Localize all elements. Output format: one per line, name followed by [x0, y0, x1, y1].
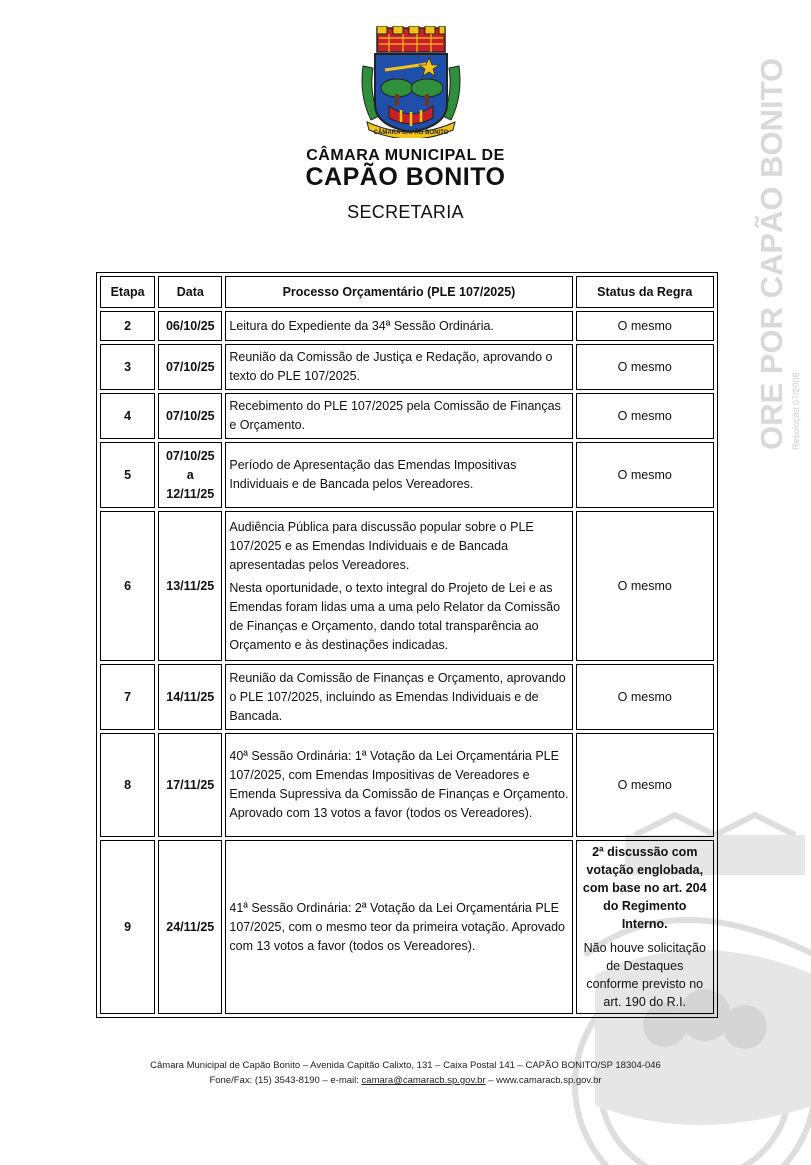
- processo-paragraph: Audiência Pública para discussão popular sobre o PLE 107/2025 e as Emendas Individuais e de Bancada apresentadas pelos Vereadores.: [229, 519, 534, 572]
- cell-status: O mesmo: [576, 393, 714, 439]
- cell-data-range: [158, 442, 222, 508]
- table-row: [100, 511, 714, 661]
- cell-status: O mesmo: [576, 511, 714, 661]
- cell-processo: Reunião da Comissão de Justiça e Redação, aprovando o texto do PLE 107/2025.: [225, 344, 572, 390]
- vertical-watermark-text: ORE POR CAPÃO BONITO: [754, 57, 789, 450]
- footer-separator: –: [485, 1075, 497, 1086]
- header-data: Data: [158, 276, 222, 308]
- table-row: [100, 311, 714, 341]
- cell-processo: Reunião da Comissão de Finanças e Orçamento, aprovando o PLE 107/2025, incluindo as Emendas Individuais e de Bancada.: [225, 664, 572, 730]
- table-row: [100, 442, 714, 508]
- header-department: SECRETARIA: [347, 202, 464, 222]
- header-processo: Processo Orçamentário (PLE 107/2025): [225, 276, 572, 308]
- cell-status: O mesmo: [576, 733, 714, 837]
- table-row: [100, 344, 714, 390]
- date-range-start: 07/10/25: [165, 448, 215, 463]
- cell-data: 24/11/25: [158, 840, 222, 1014]
- cell-data: 13/11/25: [158, 511, 222, 661]
- footer-website[interactable]: www.camaracb.sp.gov.br: [496, 1075, 602, 1086]
- date-range-separator: a: [186, 467, 194, 482]
- cell-data: 06/10/25: [158, 311, 222, 341]
- table-row: [100, 840, 714, 1014]
- footer-phone: Fone/Fax: (15) 3543-8190 – e-mail:: [209, 1075, 362, 1086]
- cell-processo: 40ª Sessão Ordinária: 1ª Votação da Lei Orçamentária PLE 107/2025, com Emendas Impositivas de Vereadores e Emenda Supressiva da Comissão de Finanças e Orçamento. Aprovado com 13 votos a favor (todos os Vereadores).: [225, 733, 572, 837]
- cell-etapa: 3: [100, 344, 155, 390]
- date-range-end: 12/11/25: [166, 486, 215, 501]
- cell-status: O mesmo: [576, 664, 714, 730]
- cell-etapa: 2: [100, 311, 155, 341]
- cell-processo: Recebimento do PLE 107/2025 pela Comissão de Finanças e Orçamento.: [225, 393, 572, 439]
- cell-etapa: 8: [100, 733, 155, 837]
- cell-data: 17/11/25: [158, 733, 222, 837]
- cell-status: O mesmo: [576, 311, 714, 341]
- crest-banner-text: CÂMARA CAPÃO BONITO: [373, 130, 449, 136]
- footer-contact: [0, 1075, 811, 1086]
- table-row: [100, 733, 714, 837]
- budget-process-table: [96, 272, 718, 1018]
- cell-status: O mesmo: [576, 442, 714, 508]
- footer-address: Câmara Municipal de Capão Bonito – Avenida Capitão Calixto, 131 – Caixa Postal 141 – CAPÃO BONITO/SP 18304-046: [150, 1060, 661, 1071]
- cell-processo: Leitura do Expediente da 34ª Sessão Ordinária.: [225, 311, 572, 341]
- cell-status: O mesmo: [576, 344, 714, 390]
- cell-processo: 41ª Sessão Ordinária: 2ª Votação da Lei Orçamentária PLE 107/2025, com o mesmo teor da primeira votação. Aprovado com 13 votos a favor (todos os Vereadores).: [225, 840, 572, 1014]
- cell-processo: Período de Apresentação das Emendas Impositivas Individuais e de Bancada pelos Vereadores.: [225, 442, 572, 508]
- cell-data: 07/10/25: [158, 344, 222, 390]
- cell-etapa: 5: [100, 442, 155, 508]
- cell-etapa: 7: [100, 664, 155, 730]
- processo-paragraph: Nesta oportunidade, o texto integral do Projeto de Lei e as Emendas foram lidas uma a uma pelo Relator da Comissão de Finanças e Orçamento, dando total transparência ao Orçamento e às destinações indicadas.: [229, 580, 561, 652]
- cell-etapa: 4: [100, 393, 155, 439]
- status-rule-note: 2ª discussão com votação englobada, com base no art. 204 do Regimento Interno.: [582, 845, 707, 931]
- header-title-line2: CAPÃO BONITO: [305, 163, 506, 191]
- status-detail-note: Não houve solicitação de Destaques conforme previsto no art. 190 do R.I.: [583, 941, 706, 1009]
- coat-of-arms-logo: [355, 26, 467, 138]
- cell-status: [576, 840, 714, 1014]
- table-header-row: [100, 276, 714, 308]
- vertical-watermark-subtext: Resolução 07/2008: [791, 372, 801, 450]
- cell-etapa: 9: [100, 840, 155, 1014]
- header-title-line1: CÂMARA MUNICIPAL DE: [306, 147, 505, 164]
- header-etapa: Etapa: [100, 276, 155, 308]
- header-status: Status da Regra: [576, 276, 714, 308]
- table-row: [100, 393, 714, 439]
- cell-processo: [225, 511, 572, 661]
- vertical-watermark: [742, 30, 802, 460]
- table-row: [100, 664, 714, 730]
- cell-data: 07/10/25: [158, 393, 222, 439]
- cell-data: 14/11/25: [158, 664, 222, 730]
- footer-email-link[interactable]: camara@camaracb.sp.gov.br: [361, 1075, 486, 1086]
- cell-etapa: 6: [100, 511, 155, 661]
